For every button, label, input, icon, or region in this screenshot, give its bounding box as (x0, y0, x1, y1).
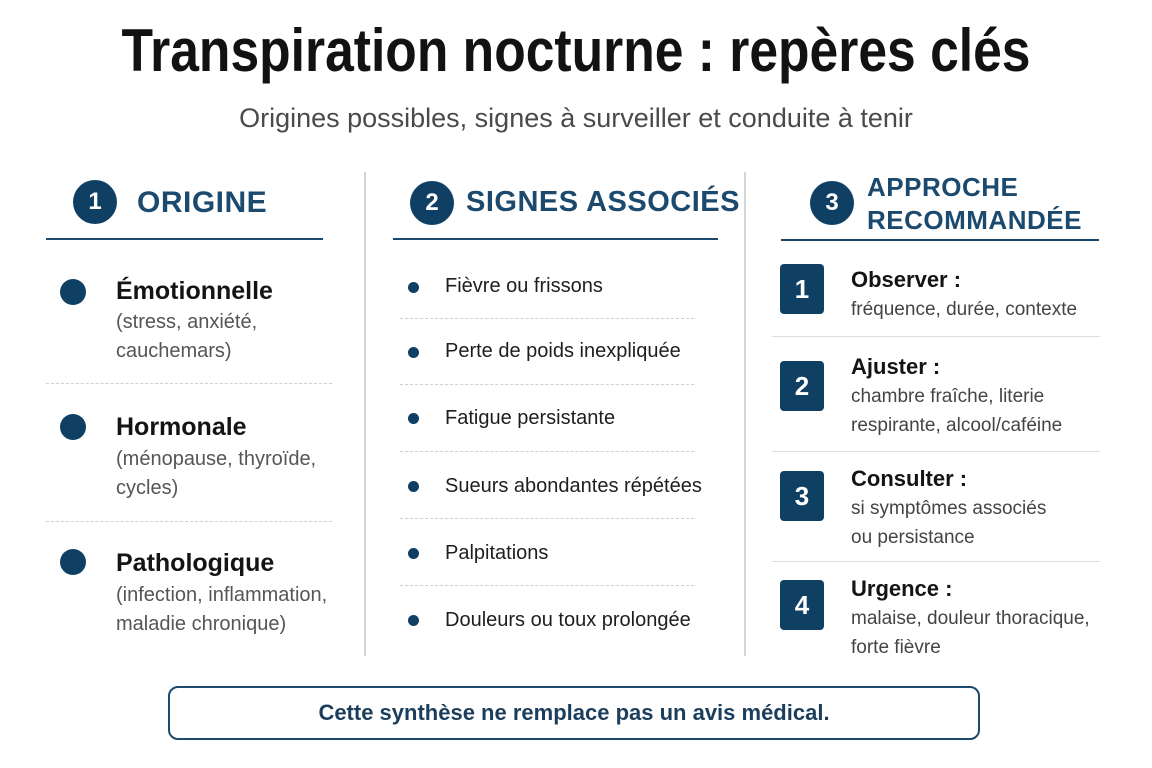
heading-underline (393, 238, 718, 240)
heading-underline (781, 239, 1099, 241)
bullet-dot-icon (408, 347, 419, 358)
bullet-dot-icon (408, 615, 419, 626)
item-separator (46, 521, 332, 522)
section-heading-origin: ORIGINE (137, 186, 268, 219)
item-separator (46, 383, 332, 384)
page-subtitle: Origines possibles, signes à surveiller et conduite à tenir (239, 103, 913, 133)
step-separator (772, 561, 1100, 562)
step-separator (772, 336, 1100, 337)
column-divider (744, 172, 746, 656)
step-desc: fréquence, durée, contexte (851, 299, 1078, 320)
sign-item: Douleurs ou toux prolongée (445, 609, 691, 631)
origin-item-desc: (infection, inflammation, maladie chronique) (116, 584, 328, 635)
origin-item-title: Hormonale (116, 413, 247, 441)
step-desc: chambre fraîche, literie respirante, alcool/caféine (851, 386, 1063, 436)
bullet-dot-icon (60, 279, 86, 305)
section-number-badge: 2 (410, 181, 454, 225)
section-number-badge: 3 (810, 181, 854, 225)
step-desc: si symptômes associés ou persistance (851, 498, 1047, 548)
bullet-dot-icon (60, 549, 86, 575)
step-title: Observer : (851, 267, 962, 292)
bullet-dot-icon (408, 548, 419, 559)
bullet-dot-icon (408, 282, 419, 293)
origin-item-desc: (ménopause, thyroïde, cycles) (116, 448, 317, 499)
sign-item: Perte de poids inexpliquée (445, 340, 681, 362)
item-separator (400, 318, 694, 319)
sign-item: Palpitations (445, 542, 549, 564)
column-divider (364, 172, 366, 656)
step-separator (772, 451, 1100, 452)
sign-item: Sueurs abondantes répétées (445, 475, 702, 497)
step-desc: malaise, douleur thoracique, forte fièvre (851, 608, 1090, 658)
step-number-badge: 1 (780, 264, 824, 314)
sign-item: Fatigue persistante (445, 407, 616, 429)
bullet-dot-icon (60, 414, 86, 440)
step-title: Consulter : (851, 466, 968, 491)
item-separator (400, 451, 694, 452)
section-number-badge: 1 (73, 180, 117, 224)
step-number-badge: 3 (780, 471, 824, 521)
step-number-badge: 2 (780, 361, 824, 411)
sign-item: Fièvre ou frissons (445, 275, 603, 297)
heading-underline (46, 238, 323, 240)
item-separator (400, 518, 694, 519)
step-title: Urgence : (851, 576, 953, 601)
origin-item-title: Pathologique (116, 549, 275, 577)
section-heading-approach (867, 171, 1082, 237)
origin-item-title: Émotionnelle (116, 277, 273, 305)
origin-item-desc: (stress, anxiété, cauchemars) (116, 311, 258, 362)
item-separator (400, 384, 694, 385)
item-separator (400, 585, 694, 586)
step-title: Ajuster : (851, 354, 941, 379)
medical-disclaimer: Cette synthèse ne remplace pas un avis médical. (168, 686, 980, 740)
step-number-badge: 4 (780, 580, 824, 630)
section-heading-signs: SIGNES ASSOCIÉS (466, 186, 740, 218)
page-title: Transpiration nocturne : repères clés (121, 17, 1031, 84)
section-heading-line: APPROCHE (867, 172, 1019, 202)
bullet-dot-icon (408, 413, 419, 424)
section-heading-line: RECOMMANDÉE (867, 205, 1082, 235)
bullet-dot-icon (408, 481, 419, 492)
